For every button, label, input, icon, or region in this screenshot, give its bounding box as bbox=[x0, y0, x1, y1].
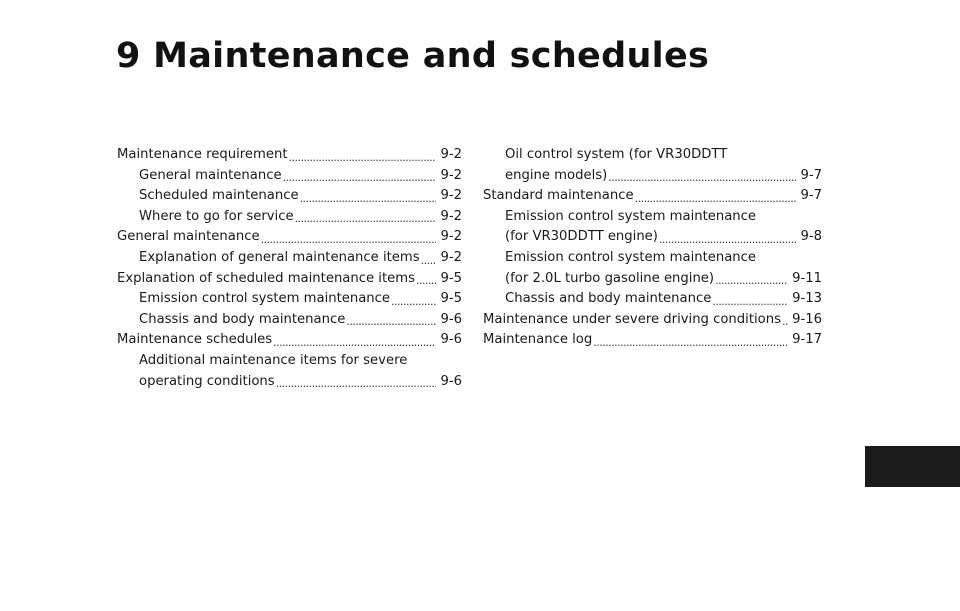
toc-entry-label: Standard maintenance bbox=[483, 188, 634, 204]
leader-dots bbox=[273, 334, 436, 351]
toc-entry-page: 9-16 bbox=[792, 311, 822, 327]
leader-dots bbox=[712, 293, 788, 310]
leader-dots bbox=[295, 210, 437, 227]
leader-dots bbox=[261, 231, 437, 248]
toc-entry-page: 9-6 bbox=[440, 311, 462, 327]
toc-entry-label: Where to go for service bbox=[139, 208, 294, 224]
leader-dots bbox=[608, 169, 796, 186]
toc-subentry[interactable] bbox=[117, 351, 462, 392]
toc-entry[interactable] bbox=[117, 145, 462, 166]
toc-subentry[interactable] bbox=[117, 310, 462, 331]
toc-entry-page: 9-17 bbox=[792, 332, 822, 348]
toc-entry-page: 9-11 bbox=[792, 270, 822, 286]
leader-dots bbox=[715, 272, 788, 289]
toc-entry-label: Maintenance schedules bbox=[117, 332, 273, 348]
toc-entry[interactable] bbox=[483, 310, 822, 331]
toc-subentry[interactable] bbox=[117, 207, 462, 228]
leader-dots bbox=[276, 375, 437, 392]
toc-entry-page: 9-2 bbox=[440, 167, 462, 183]
leader-dots bbox=[635, 190, 797, 207]
toc-entry[interactable] bbox=[483, 330, 822, 351]
leader-dots bbox=[300, 190, 437, 207]
toc-entry-label: Explanation of general maintenance items bbox=[139, 249, 420, 265]
toc-entry-label-line1: Oil control system (for VR30DDTT bbox=[505, 147, 728, 162]
toc-entry-page: 9-6 bbox=[440, 373, 462, 389]
toc-entry-label-line2: (for 2.0L turbo gasoline engine) bbox=[505, 270, 715, 286]
toc-entry-label: Maintenance under severe driving conditions bbox=[483, 311, 781, 327]
toc-entry-label: General maintenance bbox=[139, 167, 282, 183]
toc-entry-label-line2: (for VR30DDTT engine) bbox=[505, 229, 658, 245]
toc-subentry[interactable] bbox=[117, 186, 462, 207]
toc-entry-label: Maintenance log bbox=[483, 332, 593, 348]
toc-entry-page: 9-2 bbox=[440, 229, 462, 245]
toc-entry-label: Scheduled maintenance bbox=[139, 188, 299, 204]
toc-entry-page: 9-2 bbox=[440, 188, 462, 204]
toc-entry-label-line1: Emission control system maintenance bbox=[505, 208, 757, 224]
toc-subentry[interactable] bbox=[117, 248, 462, 269]
leader-dots bbox=[659, 231, 797, 248]
toc-entry-page: 9-8 bbox=[800, 229, 822, 245]
toc-entry-page: 9-13 bbox=[792, 291, 822, 307]
toc-subentry[interactable] bbox=[483, 145, 822, 186]
toc-entry[interactable] bbox=[483, 186, 822, 207]
toc-entry-label-line2: engine models) bbox=[505, 167, 608, 183]
leader-dots bbox=[416, 272, 436, 289]
toc-entry-label: Explanation of scheduled maintenance items bbox=[117, 270, 415, 286]
leader-dots bbox=[283, 169, 437, 186]
toc-entry[interactable] bbox=[117, 227, 462, 248]
toc-left-column bbox=[117, 145, 462, 392]
toc-entry-page: 9-7 bbox=[800, 188, 822, 204]
toc-entry-label-line1: Additional maintenance items for severe bbox=[139, 352, 408, 368]
toc-entry-label: General maintenance bbox=[117, 229, 260, 245]
leader-dots bbox=[391, 293, 436, 310]
chapter-title: 9 Maintenance and schedules bbox=[116, 36, 710, 76]
leader-dots bbox=[593, 334, 788, 351]
toc-entry-page: 9-2 bbox=[440, 208, 462, 224]
leader-dots bbox=[421, 252, 437, 269]
toc-subentry[interactable] bbox=[483, 248, 822, 289]
toc-entry-page: 9-7 bbox=[800, 167, 822, 183]
chapter-tab-marker bbox=[865, 446, 960, 487]
leader-dots bbox=[289, 149, 437, 166]
toc-entry-label: Chassis and body maintenance bbox=[139, 311, 346, 327]
toc-entry[interactable] bbox=[117, 269, 462, 290]
toc-subentry[interactable] bbox=[117, 166, 462, 187]
leader-dots bbox=[346, 313, 436, 330]
toc-entry-page: 9-2 bbox=[440, 147, 462, 162]
toc-entry-label: Maintenance requirement bbox=[117, 147, 288, 162]
toc-subentry[interactable] bbox=[117, 289, 462, 310]
toc-entry-page: 9-5 bbox=[440, 291, 462, 307]
toc-entry[interactable] bbox=[117, 330, 462, 351]
leader-dots bbox=[782, 313, 788, 330]
toc-entry-label: Chassis and body maintenance bbox=[505, 291, 712, 307]
toc-subentry[interactable] bbox=[483, 207, 822, 248]
toc-subentry[interactable] bbox=[483, 289, 822, 310]
toc-entry-page: 9-5 bbox=[440, 270, 462, 286]
toc-entry-label-line1: Emission control system maintenance bbox=[505, 249, 757, 265]
toc-entry-page: 9-2 bbox=[440, 249, 462, 265]
toc-right-column bbox=[483, 145, 822, 351]
toc-entry-label: Emission control system maintenance bbox=[139, 291, 391, 307]
toc-entry-page: 9-6 bbox=[440, 332, 462, 348]
toc-entry-label-line2: operating conditions bbox=[139, 373, 275, 389]
